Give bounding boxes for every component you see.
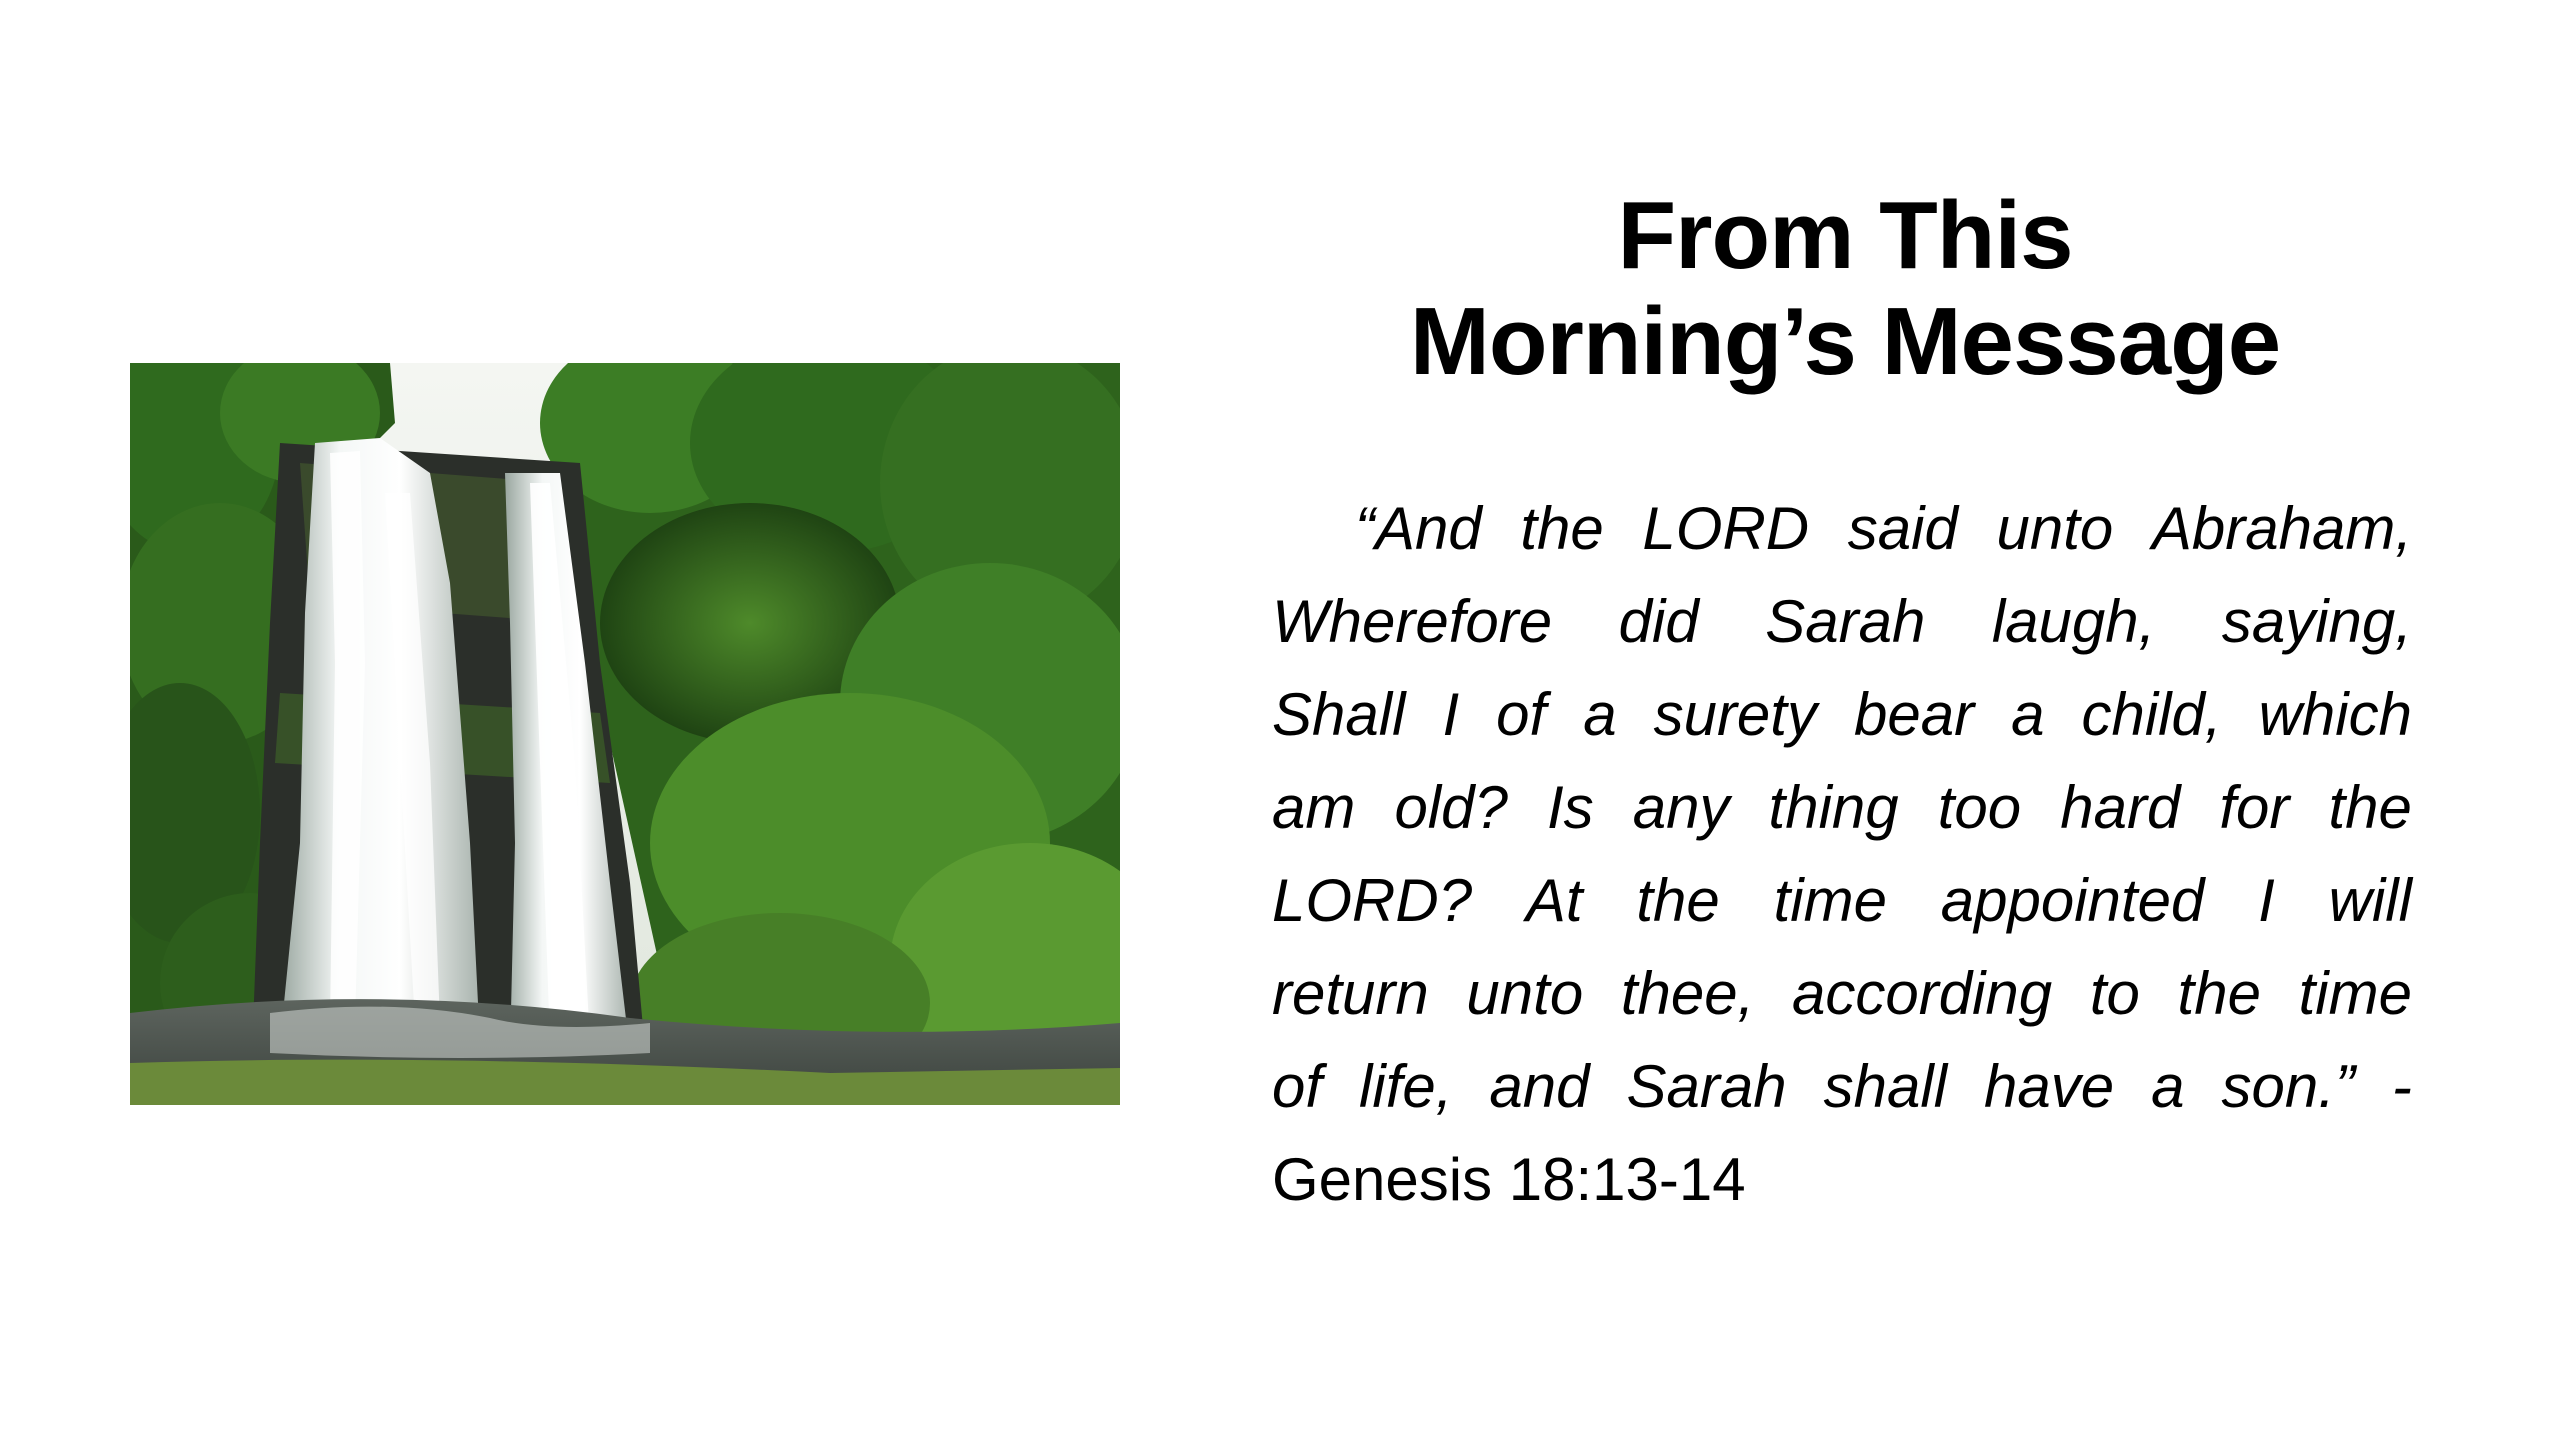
quote-word: did: [1618, 588, 1699, 655]
quote-word: the: [1636, 867, 1720, 934]
quote-word: return: [1272, 960, 1429, 1027]
quote-word: for: [2219, 774, 2290, 841]
quote-word: the: [2328, 774, 2412, 841]
quote-word: At: [1525, 867, 1583, 934]
quote-line: [1272, 668, 2412, 761]
quote-word: to: [2089, 960, 2140, 1027]
quote-word: time: [1773, 867, 1887, 934]
quote-word: son.”: [2221, 1053, 2355, 1120]
quote-word: a: [2011, 681, 2045, 748]
quote-word: and: [1489, 1053, 1590, 1120]
quote-word: which: [2258, 681, 2412, 748]
quote-word: Sarah: [1765, 588, 1926, 655]
quote-word: unto: [1466, 960, 1584, 1027]
quote-word: thee,: [1620, 960, 1755, 1027]
quote-word: thing: [1768, 774, 1899, 841]
quote-word: said: [1847, 495, 1958, 562]
quote-word: of: [1496, 681, 1547, 748]
quote-word: I: [2258, 867, 2275, 934]
slide-title-line-1: From This: [1617, 182, 2073, 289]
quote-word: “And: [1355, 495, 1482, 562]
quote-word: Abraham,: [2151, 495, 2412, 562]
quote-word: LORD: [1642, 495, 1810, 562]
quote-word: time: [2298, 960, 2412, 1027]
quote-word: saying,: [2221, 588, 2412, 655]
slide-title: [1270, 183, 2420, 395]
quote-word: have: [1984, 1053, 2115, 1120]
quote-word: -: [2391, 1053, 2412, 1120]
quote-word: shall: [1823, 1053, 1948, 1120]
quote-word: Shall: [1272, 681, 1406, 748]
quote-line: [1272, 575, 2412, 668]
quote-word: a: [1583, 681, 1617, 748]
quote-word: I: [1442, 681, 1460, 748]
slide-title-line-2: Morning’s Message: [1409, 288, 2281, 395]
quote-word: a: [2151, 1053, 2185, 1120]
quote-word: too: [1937, 774, 2022, 841]
quote-word: surety: [1653, 681, 1817, 748]
quote-line: [1272, 761, 2412, 854]
quote-line: [1272, 482, 2412, 575]
scripture-reference: Genesis 18:13-14: [1272, 1146, 1746, 1213]
quote-word: Is: [1546, 774, 1594, 841]
quote-line: [1272, 854, 2412, 947]
quote-word: am: [1272, 774, 1356, 841]
quote-word: will: [2328, 867, 2412, 934]
quote-word: old?: [1394, 774, 1508, 841]
quote-word: according: [1792, 960, 2053, 1027]
quote-word: unto: [1996, 495, 2114, 562]
quote-word: hard: [2060, 774, 2181, 841]
scripture-quote: [1272, 482, 2412, 1226]
quote-word: the: [1520, 495, 1604, 562]
quote-line: [1272, 1040, 2412, 1133]
quote-word: LORD?: [1272, 867, 1473, 934]
quote-word: of: [1272, 1053, 1323, 1120]
quote-word: life,: [1359, 1053, 1453, 1120]
quote-word: any: [1632, 774, 1730, 841]
quote-line: [1272, 947, 2412, 1040]
quote-word: the: [2177, 960, 2261, 1027]
quote-word: Wherefore: [1272, 588, 1553, 655]
waterfall-photo: [130, 363, 1120, 1105]
quote-word: appointed: [1940, 867, 2205, 934]
quote-word: Sarah: [1626, 1053, 1787, 1120]
quote-word: child,: [2081, 681, 2222, 748]
quote-word: bear: [1853, 681, 1975, 748]
quote-word: laugh,: [1991, 588, 2156, 655]
